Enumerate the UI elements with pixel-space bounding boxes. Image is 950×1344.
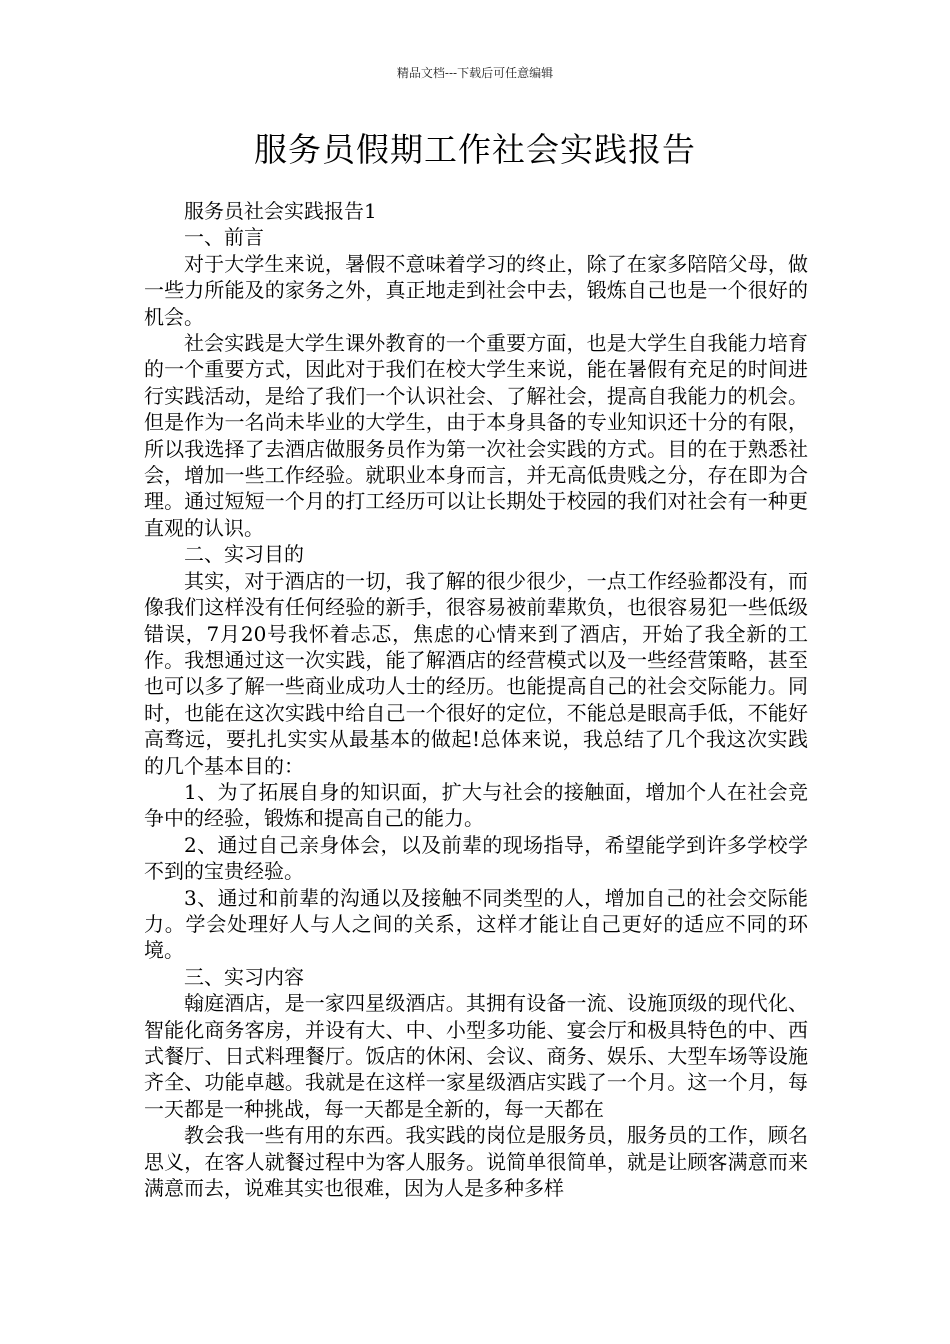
section-heading: 三、实习内容 — [184, 964, 304, 989]
paragraph: 翰庭酒店，是一家四星级酒店。其拥有设备一流、设施顶级的现代化、智能化商务客房，并设有大、中、小型多功能、宴会厅和极具特色的中、西式餐厅、日式料理餐厅。饭店的休闲、会议、商务、娱乐、大型车场等设施齐全、功能卓越。我就是在这样一家星级酒店实践了一个月。这一个月，每一天都是一种挑战，每一天都是全新的，每一天都在 — [144, 991, 808, 1121]
document-body — [144, 198, 808, 1201]
section-heading: 二、实习目的 — [184, 542, 304, 567]
header-note: 精品文档---下载后可任意编辑 — [396, 66, 554, 80]
paragraph: 社会实践是大学生课外教育的一个重要方面，也是大学生自我能力培育的一个重要方式，因此对于我们在校大学生来说，能在暑假有充足的时间进行实践活动，是给了我们一个认识社会、了解社会，提高自我能力的机会。但是作为一名尚未毕业的大学生，由于本身具备的专业知识还十分的有限，所以我选择了去酒店做服务员作为第一次社会实践的方式。目的在于熟悉社会，增加一些工作经验。就职业本身而言，并无高低贵贱之分，存在即为合理。通过短短一个月的打工经历可以让长期处于校园的我们对社会有一种更直观的认识。 — [144, 331, 808, 540]
list-item: 2、通过自己亲身体会，以及前辈的现场指导，希望能学到许多学校学不到的宝贵经验。 — [144, 832, 808, 884]
document-title: 服务员假期工作社会实践报告 — [254, 130, 696, 169]
section-heading: 一、前言 — [184, 225, 264, 250]
paragraph: 其实，对于酒店的一切，我了解的很少很少，一点工作经验都没有，而像我们这样没有任何经验的新手，很容易被前辈欺负，也很容易犯一些低级错误，7月20号我怀着忐忑，焦虑的心情来到了酒店，开始了我全新的工作。我想通过这一次实践，能了解酒店的经营模式以及一些经营策略，甚至也可以多了解一些商业成功人士的经历。也能提高自己的社会交际能力。同时，也能在这次实践中给自己一个很好的定位，不能总是眼高手低，不能好高骛远，要扎扎实实从最基本的做起!总体来说，我总结了几个我这次实践的几个基本目的： — [144, 568, 808, 778]
paragraph: 对于大学生来说，暑假不意味着学习的终止，除了在家多陪陪父母，做一些力所能及的家务之外，真正地走到社会中去，锻炼自己也是一个很好的机会。 — [144, 251, 808, 329]
list-item: 1、为了拓展自身的知识面，扩大与社会的接触面，增加个人在社会竞争中的经验，锻炼和提高自己的能力。 — [144, 779, 808, 831]
list-item: 3、通过和前辈的沟通以及接触不同类型的人，增加自己的社会交际能力。学会处理好人与人之间的关系，这样才能让自己更好的适应不同的环境。 — [144, 885, 808, 963]
section-heading: 服务员社会实践报告1 — [184, 199, 377, 223]
paragraph: 教会我一些有用的东西。我实践的岗位是服务员，服务员的工作，顾名思义，在客人就餐过程中为客人服务。说简单很简单，就是让顾客满意而来满意而去，说难其实也很难，因为人是多种多样 — [144, 1123, 808, 1201]
